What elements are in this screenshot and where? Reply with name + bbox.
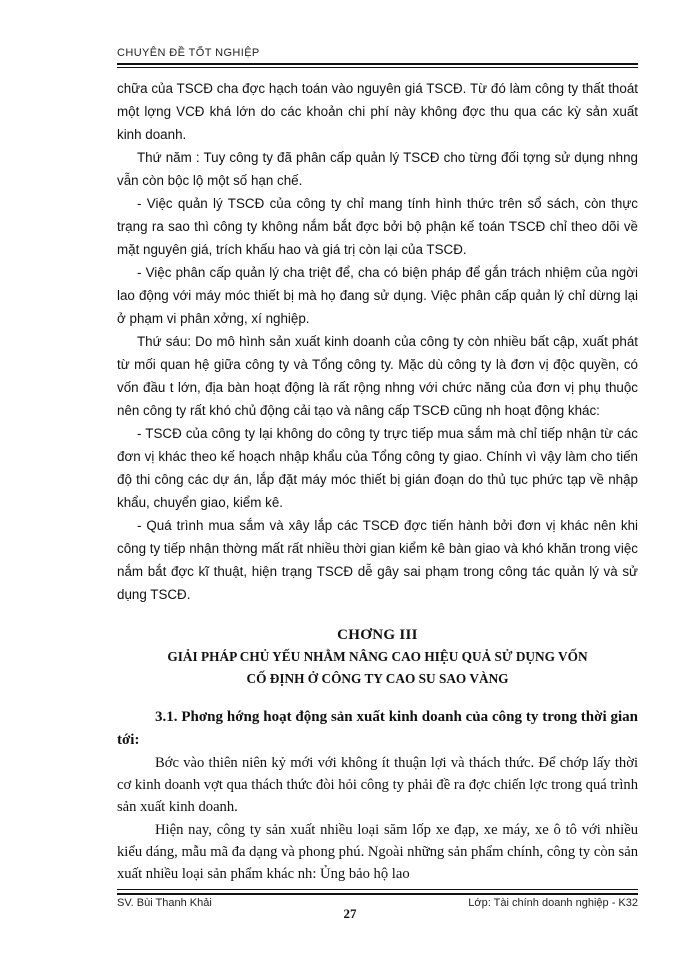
page-header: CHUYÊN ĐỀ TỐT NGHIỆP: [117, 47, 260, 59]
paragraph: chữa của TSCĐ cha đợc hạch toán vào nguyên giá TSCĐ. Từ đó làm công ty thất thoát một lợng VCĐ khá lớn do các khoản chi phí này không đợc thu qua các kỳ sản xuất kinh doanh.: [117, 81, 638, 142]
paragraph: Thứ năm : Tuy công ty đã phân cấp quản lý TSCĐ cho từng đối tợng sử dụng nhng vẫn còn bộc lộ một số hạn chế.: [117, 150, 638, 188]
section-3-1: [117, 706, 638, 885]
footer-class-info: Lớp: Tài chính doanh nghiệp - K32: [468, 897, 638, 909]
paragraph: Hiện nay, công ty sản xuất nhiều loại săm lốp xe đạp, xe máy, xe ô tô với nhiều kiểu dáng, mẫu mã đa dạng và phong phú. Ngoài những sản phẩm chính, công ty còn sản xuất nhiều loại sản phẩm khác nh: Ủng bảo hộ lao: [117, 821, 639, 883]
chapter-number: CHƠNG III: [337, 627, 418, 643]
chapter-title-line1: GIẢI PHÁP CHỦ YẾU NHẰM NÂNG CAO HIỆU QUẢ SỬ DỤNG VỐN: [167, 649, 588, 664]
body-text: [117, 77, 638, 606]
header-rule-thick: [117, 63, 638, 65]
paragraph: Bớc vào thiên niên kỷ mới với không ít thuận lợi và thách thức. Để chớp lấy thời cơ kinh doanh vợt qua thách thức đòi hỏi công ty phải đề ra đợc chiến lợc trong quá trình sản xuất kinh doanh.: [117, 755, 638, 816]
chapter-heading: [117, 625, 638, 689]
section-heading: 3.1. Phơng hớng hoạt động sản xuất kinh doanh của công ty trong thời gian tới:: [117, 709, 638, 748]
paragraph: - TSCĐ của công ty lại không do công ty trực tiếp mua sắm mà chỉ tiếp nhận từ các đơn vị khác theo kế hoạch nhập khẩu của Tổng công ty giao. Chính vì vậy làm cho tiến độ thi công các dự án, lắp đặt máy móc thiết bị gián đoạn do thủ tục phức tạp về nhập khẩu, chuyển giao, kiểm kê.: [117, 426, 638, 510]
paragraph: - Quá trình mua sắm và xây lắp các TSCĐ đợc tiến hành bởi đơn vị khác nên khi công ty tiếp nhận thờng mất rất nhiều thời gian kiểm kê bàn giao và khó khăn trong việc nắm bắt đợc kĩ thuật, hiện trạng TSCĐ dễ gây sai phạm trong công tác quản lý và sử dụng TSCĐ.: [117, 518, 638, 602]
header-rule-thin: [117, 67, 638, 68]
chapter-title-line2: CỐ ĐỊNH Ở CÔNG TY CAO SU SAO VÀNG: [246, 671, 509, 686]
paragraph: - Việc quản lý TSCĐ của công ty chỉ mang tính hình thức trên sổ sách, còn thực trạng ra sao thì công ty không nắm bắt đợc bởi bộ phận kế toán TSCĐ chỉ theo dõi về mặt nguyên giá, trích khấu hao và giá trị còn lại của TSCĐ.: [117, 196, 638, 257]
paragraph: Thứ sáu: Do mô hình sản xuất kinh doanh của công ty còn nhiều bất cập, xuất phát từ mối quan hệ giữa công ty và Tổng công ty. Mặc dù công ty là đơn vị độc quyền, có vốn đầu t lớn, địa bàn hoạt động là rất rộng nhng với chức năng của đơn vị phụ thuộc nên công ty rất khó chủ động cải tạo và nâng cấp TSCĐ cũng nh hoạt động khác:: [117, 334, 638, 418]
paragraph: - Việc phân cấp quản lý cha triệt để, cha có biện pháp để gắn trách nhiệm của ngời lao động với máy móc thiết bị mà họ đang sử dụng. Việc phân cấp quản lý chỉ dừng lại ở phạm vi phân xởng, xí nghiệp.: [117, 265, 638, 326]
footer-author: SV. Bùi Thanh Khải: [117, 897, 212, 909]
footer-rule-thick: [117, 893, 638, 895]
footer-rule-thin: [117, 889, 638, 890]
page-number: 27: [343, 906, 357, 921]
